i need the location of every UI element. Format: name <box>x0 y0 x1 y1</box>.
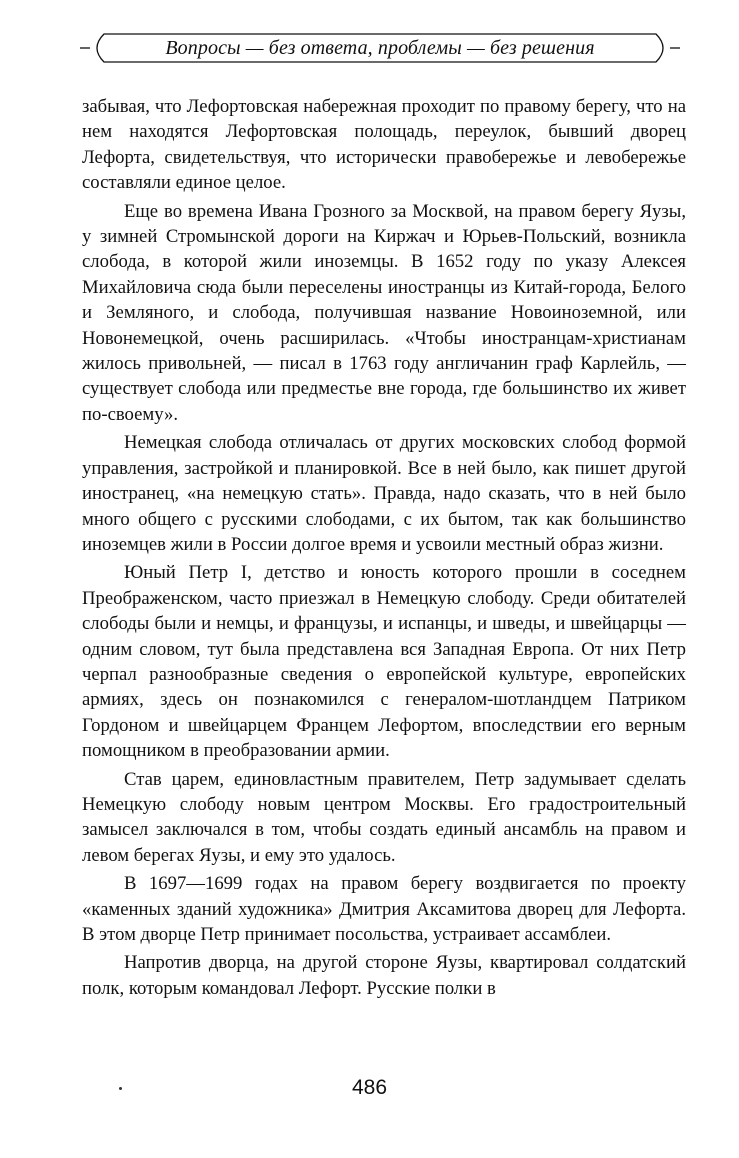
paragraph-5: Став царем, единовластным правителем, Петр задумывает сделать Немецкую слободу новым центром Москвы. Его градостроительный замысел заключался в том, чтобы создать единый ансамбль на правом и левом берегах Яузы, и ему это удалось. <box>82 768 686 866</box>
paragraph-6: В 1697—1699 годах на правом берегу воздвигается по проекту «каменных зданий художника» Дмитрия Аксамитова дворец для Лефорта. В этом дворце Петр принимает посольства, устраивает ассамблеи. <box>82 873 686 945</box>
page-number: 486 <box>351 1076 388 1099</box>
paragraph-3: Немецкая слобода отличалась от других московских слобод формой управления, застройкой и планировкой. Все в ней было, как пишет другой иностранец, «на немецкую стать». Правда, надо сказать, что в ней было много общего с русскими слободами, с их бытом, так как большинство иноземцев жили в России долгое время и усвоили местный образ жизни. <box>82 432 686 555</box>
paragraph-4: Юный Петр I, детство и юность которого прошли в соседнем Преображенском, часто приезжал в Немецкую слободу. Среди обитателей слободы были и немцы, и французы, и испанцы, и шведы, и швейцарцы — одним словом, тут была представлена вся Западная Европа. От них Петр черпал разнообразные сведения о европейской культуре, европейских армиях, здесь он познакомился с генералом-шотландцем Патриком Гордоном и швейцарцем Францем Лефортом, впоследствии его верным помощником в преобразовании армии. <box>82 562 686 762</box>
paragraph-1: забывая, что Лефортовская набережная проходит по правому берегу, что на нем находятся Лефортовская полощадь, переулок, бывший дворец Лефорта, свидетельствуя, что исторически правобережье и левобережье составляли единое целое. <box>82 96 686 194</box>
running-head <box>80 30 680 66</box>
paragraph-2: Еще во времена Ивана Грозного за Москвой, на правом берегу Яузы, у зимней Стромынской дороги на Киржач и Юрьев-Польский, возникла слобода, в которой жили иноземцы. В 1652 году по указу Алексея Михайловича сюда были переселены иностранцы из Китай-города, Белого и Земляного, и слобода, получившая название Новоиноземной, или Новонемецкой, очень расширилась. «Чтобы иностранцам-христианам жилось привольней, — писал в 1763 году англичанин граф Карлейль, — существует слобода или предместье вне города, где большинство их живет по-своему». <box>82 200 686 425</box>
body-text <box>82 94 686 1004</box>
running-head-title: Вопросы — без ответа, проблемы — без решения <box>165 37 595 59</box>
paragraph-7: Напротив дворца, на другой стороне Яузы, квартировал солдатский полк, которым командовал Лефорт. Русские полки в <box>82 952 686 999</box>
